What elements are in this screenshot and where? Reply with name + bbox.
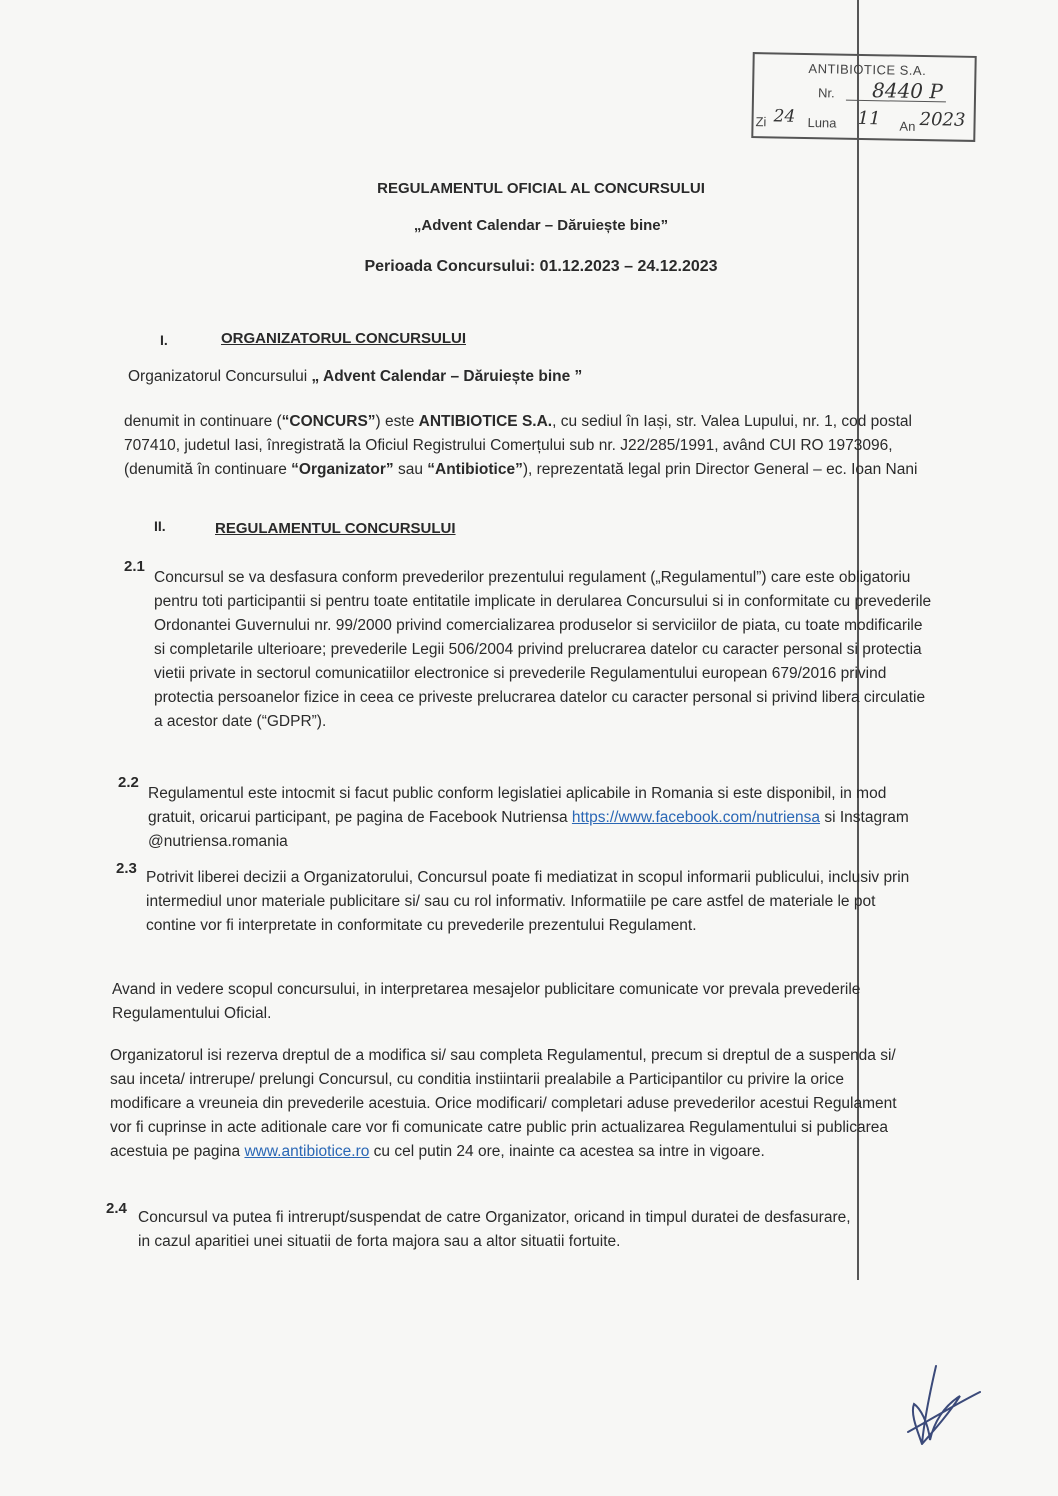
- item-2-1-number: 2.1: [124, 558, 145, 575]
- stamp-an-value: 2023: [919, 108, 966, 131]
- section1-title: ORGANIZATORUL CONCURSULUI: [221, 330, 466, 347]
- item-2-3-text: Potrivit liberei decizii a Organizatorului, Concursul poate fi mediatizat in scopul informarii publicului, inclusiv prin intermediul unor materiale publicitare si/ sau cu rol informativ. Informatiile pe care astfel de materiale le pot contine vor fi interpretate in conformitate cu prevederile prezentului Regulament.: [146, 869, 910, 934]
- section1-intro-name: „ Advent Calendar – Dăruiește bine ”: [311, 368, 583, 385]
- item-2-2-tail: si Instagram @nutriensa.romania: [148, 809, 909, 850]
- section1-intro-prefix: Organizatorul Concursului: [128, 368, 312, 385]
- document-title: REGULAMENTUL OFICIAL AL CONCURSULUI: [377, 180, 705, 197]
- p1-text-g: sau: [393, 461, 428, 478]
- section1-number: I.: [160, 332, 168, 348]
- p1-antibiotice: “Antibiotice”: [427, 461, 523, 478]
- paragraph-modifications: [110, 1044, 900, 1164]
- p1-text-c: ) este: [375, 413, 419, 430]
- antibiotice-link[interactable]: www.antibiotice.ro: [244, 1143, 370, 1160]
- section1-intro: [128, 368, 582, 386]
- stamp-nr-value: 8440 P: [871, 78, 944, 104]
- registration-stamp: [751, 52, 976, 142]
- item-2-4-number: 2.4: [106, 1200, 127, 1217]
- stamp-zi-value: 24: [773, 106, 796, 127]
- item-2-4-text: Concursul va putea fi intrerupt/suspendat de catre Organizator, oricand in timpul duratei de desfasurare, in cazul aparitiei unei situatii de forta majora sau a altor situatii fortuite.: [138, 1209, 851, 1250]
- paragraph-interpretation: Avand in vedere scopul concursului, in interpretarea mesajelor publicitare comunicate vor prevala prevederile Regulamentului Oficial.: [112, 981, 861, 1022]
- stamp-nr-label: Nr.: [817, 85, 835, 101]
- document-subtitle: „Advent Calendar – Dăruiește bine”: [413, 217, 669, 234]
- facebook-link[interactable]: https://www.facebook.com/nutriensa: [571, 809, 821, 826]
- section1-paragraph: [124, 410, 934, 482]
- signature-mark: [900, 1362, 990, 1462]
- stamp-an-label: An: [899, 118, 916, 134]
- p1-organizator: “Organizator”: [291, 461, 394, 478]
- item-2-1-text: Concursul se va desfasura conform prevederilor prezentului regulament („Regulamentul”) care este obligatoriu pentru toti participantii si pentru toate entitatile implicate in derularea Concursului si in conformitate cu prevederile Ordonantei Guvernului nr. 99/2000 privind comercializarea produselor si serviciilor de piata, cu toate modificarile si completarile ulterioare; prevederile Legii 506/2004 privind prelucrarea datelor cu caracter personal si protectia vietii private in sectorul comunicatiilor electronice si prevederile Regulamentului european 679/2016 privind protectia persoanelor fizice in ceea ce priveste prelucrarea datelor cu caracter personal si privind libera circulatie a acestor date (“GDPR”).: [154, 569, 932, 730]
- p1-company: ANTIBIOTICE S.A.: [418, 413, 553, 430]
- p1-text-a: denumit in continuare (: [124, 413, 282, 430]
- para-b-tail: cu cel putin 24 ore, inainte ca acestea sa intre in vigoare.: [369, 1143, 765, 1160]
- document-period: Perioada Concursului: 01.12.2023 – 24.12.2023: [364, 258, 718, 275]
- para-b-body: Organizatorul isi rezerva dreptul de a modifica si/ sau completa Regulamentul, precum si dreptul de a suspenda si/ sau inceta/ intrerupe/ prelungi Concursul, cu conditia instiintarii prealabile a Participantilor cu privire la orice modificare a vreuneia din prevederile acestuia. Orice modificari/ completari aduse prevederilor acestui Regulament vor fi cuprinse in acte aditionale care vor fi comunicate catre public prin actualizarea Regulamentului si publicarea acestuia pe pagina: [110, 1047, 897, 1160]
- section2-number: II.: [154, 518, 166, 534]
- p1-text-e: , cu sediul în Iași, str. Valea Lupului, nr. 1, cod postal 707410, judetul Iasi, înregistrată la Oficiul Registrului Comerțului sub nr. J22/285/1991, având CUI RO 1973096, (denumită în continuare: [124, 413, 912, 478]
- item-2-2-body: Regulamentul este intocmit si facut public conform legislatiei aplicabile in Romania si este disponibil, in mod gratuit, oricarui participant, pe pagina de Facebook Nutriensa: [148, 785, 887, 826]
- section2-title: REGULAMENTUL CONCURSULUI: [215, 520, 456, 537]
- item-2-2-text: [148, 782, 930, 854]
- stamp-company: ANTIBIOTICE S.A.: [808, 61, 927, 79]
- item-2-3-number: 2.3: [116, 860, 137, 877]
- stamp-luna-value: 11: [857, 107, 881, 130]
- stamp-zi-label: Zi: [755, 114, 767, 130]
- p1-text-i: ), reprezentată legal prin Director General – ec. Ioan Nani: [522, 461, 918, 478]
- stamp-luna-label: Luna: [807, 115, 837, 131]
- item-2-2-number: 2.2: [118, 774, 139, 791]
- p1-concurs: “CONCURS”: [281, 413, 376, 430]
